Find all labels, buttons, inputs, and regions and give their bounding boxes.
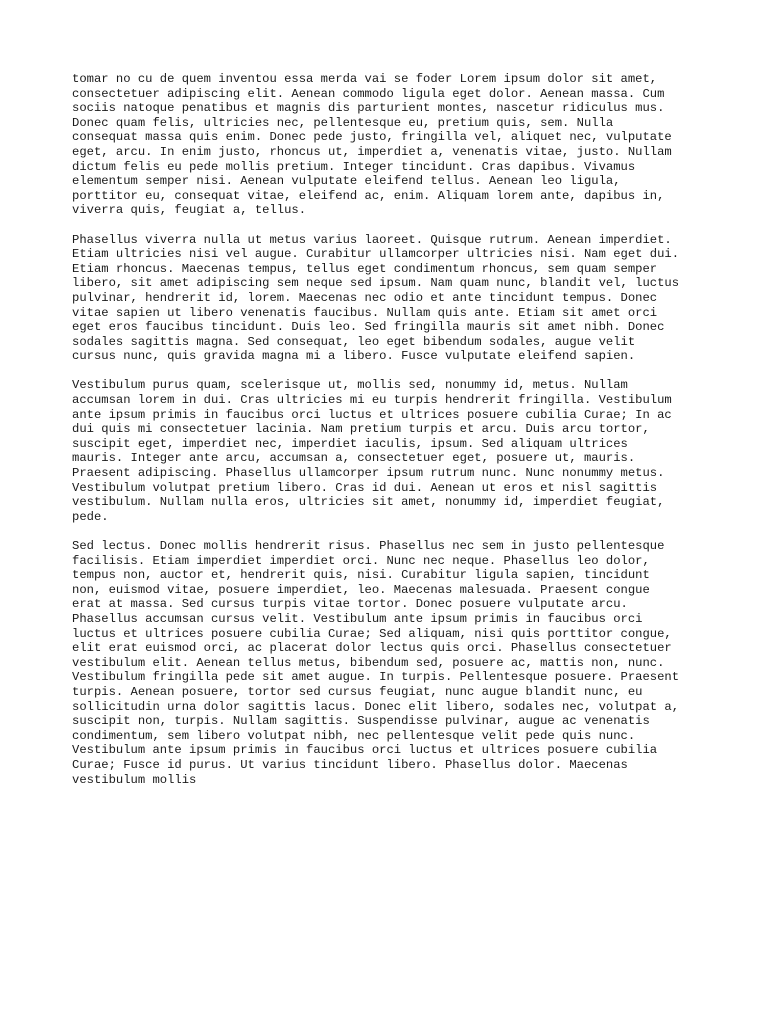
text-line: Vestibulum purus quam, scelerisque ut, mollis sed, nonummy id, metus. Nullam bbox=[72, 378, 628, 393]
text-line: non, euismod vitae, posuere imperdiet, leo. Maecenas malesuada. Praesent congue bbox=[72, 582, 650, 597]
text-line: libero, sit amet adipiscing sem neque sed ipsum. Nam quam nunc, blandit vel, luctus bbox=[72, 276, 680, 291]
text-line: accumsan lorem in dui. Cras ultricies mi eu turpis hendrerit fringilla. Vestibulum bbox=[72, 393, 672, 408]
text-line: Vestibulum ante ipsum primis in faucibus orci luctus et ultrices posuere cubilia bbox=[72, 743, 658, 758]
text-line: tomar no cu de quem inventou essa merda vai se foder Lorem ipsum dolor sit amet, bbox=[72, 72, 658, 86]
text-line: sociis natoque penatibus et magnis dis parturient montes, nascetur ridiculus mus. bbox=[72, 101, 665, 116]
paragraph-2 bbox=[72, 233, 712, 364]
text-line: consequat massa quis enim. Donec pede justo, fringilla vel, aliquet nec, vulputate bbox=[72, 130, 672, 145]
text-line: facilisis. Etiam imperdiet imperdiet orci. Nunc nec neque. Phasellus leo dolor, bbox=[72, 553, 650, 568]
document-page bbox=[72, 72, 712, 802]
text-line: pede. bbox=[72, 509, 109, 524]
text-line: viverra quis, feugiat a, tellus. bbox=[72, 203, 307, 218]
text-line: Vestibulum volutpat pretium libero. Cras id dui. Aenean ut eros et nisl sagittis bbox=[72, 480, 658, 495]
text-line: vestibulum elit. Aenean tellus metus, bibendum sed, posuere ac, mattis non, nunc. bbox=[72, 655, 665, 670]
paragraph-1 bbox=[72, 72, 712, 218]
paragraph-3 bbox=[72, 378, 712, 524]
paragraph-4 bbox=[72, 539, 712, 787]
text-line: mauris. Integer ante arcu, accumsan a, consectetuer eget, posuere ut, mauris. bbox=[72, 451, 636, 466]
text-line: suscipit non, turpis. Nullam sagittis. Suspendisse pulvinar, augue ac venenatis bbox=[72, 714, 650, 729]
text-line: vitae sapien ut libero venenatis faucibus. Nullam quis ante. Etiam sit amet orci bbox=[72, 305, 658, 320]
text-line: Etiam rhoncus. Maecenas tempus, tellus eget condimentum rhoncus, sem quam semper bbox=[72, 261, 658, 276]
text-line: Praesent adipiscing. Phasellus ullamcorper ipsum rutrum nunc. Nunc nonummy metus. bbox=[72, 466, 665, 481]
text-line: condimentum, sem libero volutpat nibh, nec pellentesque velit pede quis nunc. bbox=[72, 728, 636, 743]
text-line: vestibulum. Nullam nulla eros, ultricies sit amet, nonummy id, imperdiet feugiat, bbox=[72, 495, 665, 510]
text-line: erat at massa. Sed cursus turpis vitae tortor. Donec posuere vulputate arcu. bbox=[72, 597, 628, 612]
text-line: ante ipsum primis in faucibus orci luctus et ultrices posuere cubilia Curae; In ac bbox=[72, 407, 672, 422]
text-line: pulvinar, hendrerit id, lorem. Maecenas nec odio et ante tincidunt tempus. Donec bbox=[72, 290, 658, 305]
text-line: Donec quam felis, ultricies nec, pellentesque eu, pretium quis, sem. Nulla bbox=[72, 115, 614, 130]
text-line: eget eros faucibus tincidunt. Duis leo. Sed fringilla mauris sit amet nibh. Donec bbox=[72, 320, 665, 335]
text-line: sodales sagittis magna. Sed consequat, leo eget bibendum sodales, augue velit bbox=[72, 334, 636, 349]
text-line: sollicitudin urna dolor sagittis lacus. Donec elit libero, sodales nec, volutpat a, bbox=[72, 699, 680, 714]
text-line: elementum semper nisi. Aenean vulputate eleifend tellus. Aenean leo ligula, bbox=[72, 174, 621, 189]
text-line: cursus nunc, quis gravida magna mi a libero. Fusce vulputate eleifend sapien. bbox=[72, 349, 636, 364]
text-line: elit erat euismod orci, ac placerat dolor lectus quis orci. Phasellus consectetuer bbox=[72, 641, 672, 656]
text-line: Phasellus viverra nulla ut metus varius laoreet. Quisque rutrum. Aenean imperdiet. bbox=[72, 232, 672, 247]
text-line: porttitor eu, consequat vitae, eleifend ac, enim. Aliquam lorem ante, dapibus in, bbox=[72, 188, 665, 203]
text-line: eget, arcu. In enim justo, rhoncus ut, imperdiet a, venenatis vitae, justo. Nullam bbox=[72, 144, 672, 159]
text-line: dictum felis eu pede mollis pretium. Integer tincidunt. Cras dapibus. Vivamus bbox=[72, 159, 636, 174]
text-line: consectetuer adipiscing elit. Aenean commodo ligula eget dolor. Aenean massa. Cum bbox=[72, 86, 665, 101]
text-line: suscipit eget, imperdiet nec, imperdiet iaculis, ipsum. Sed aliquam ultrices bbox=[72, 436, 628, 451]
text-line: turpis. Aenean posuere, tortor sed cursus feugiat, nunc augue blandit nunc, eu bbox=[72, 684, 643, 699]
text-line: Phasellus accumsan cursus velit. Vestibulum ante ipsum primis in faucibus orci bbox=[72, 611, 643, 626]
text-line: vestibulum mollis bbox=[72, 772, 197, 787]
text-line: luctus et ultrices posuere cubilia Curae; Sed aliquam, nisi quis porttitor congue, bbox=[72, 626, 672, 641]
text-line: tempus non, auctor et, hendrerit quis, nisi. Curabitur ligula sapien, tincidunt bbox=[72, 568, 650, 583]
text-line: dui quis mi consectetuer lacinia. Nam pretium turpis et arcu. Duis arcu tortor, bbox=[72, 422, 650, 437]
text-line: Curae; Fusce id purus. Ut varius tincidunt libero. Phasellus dolor. Maecenas bbox=[72, 757, 628, 772]
text-line: Vestibulum fringilla pede sit amet augue. In turpis. Pellentesque posuere. Praesent bbox=[72, 670, 680, 685]
text-line: Etiam ultricies nisi vel augue. Curabitur ullamcorper ultricies nisi. Nam eget dui. bbox=[72, 247, 680, 262]
text-line: Sed lectus. Donec mollis hendrerit risus. Phasellus nec sem in justo pellentesque bbox=[72, 539, 665, 553]
